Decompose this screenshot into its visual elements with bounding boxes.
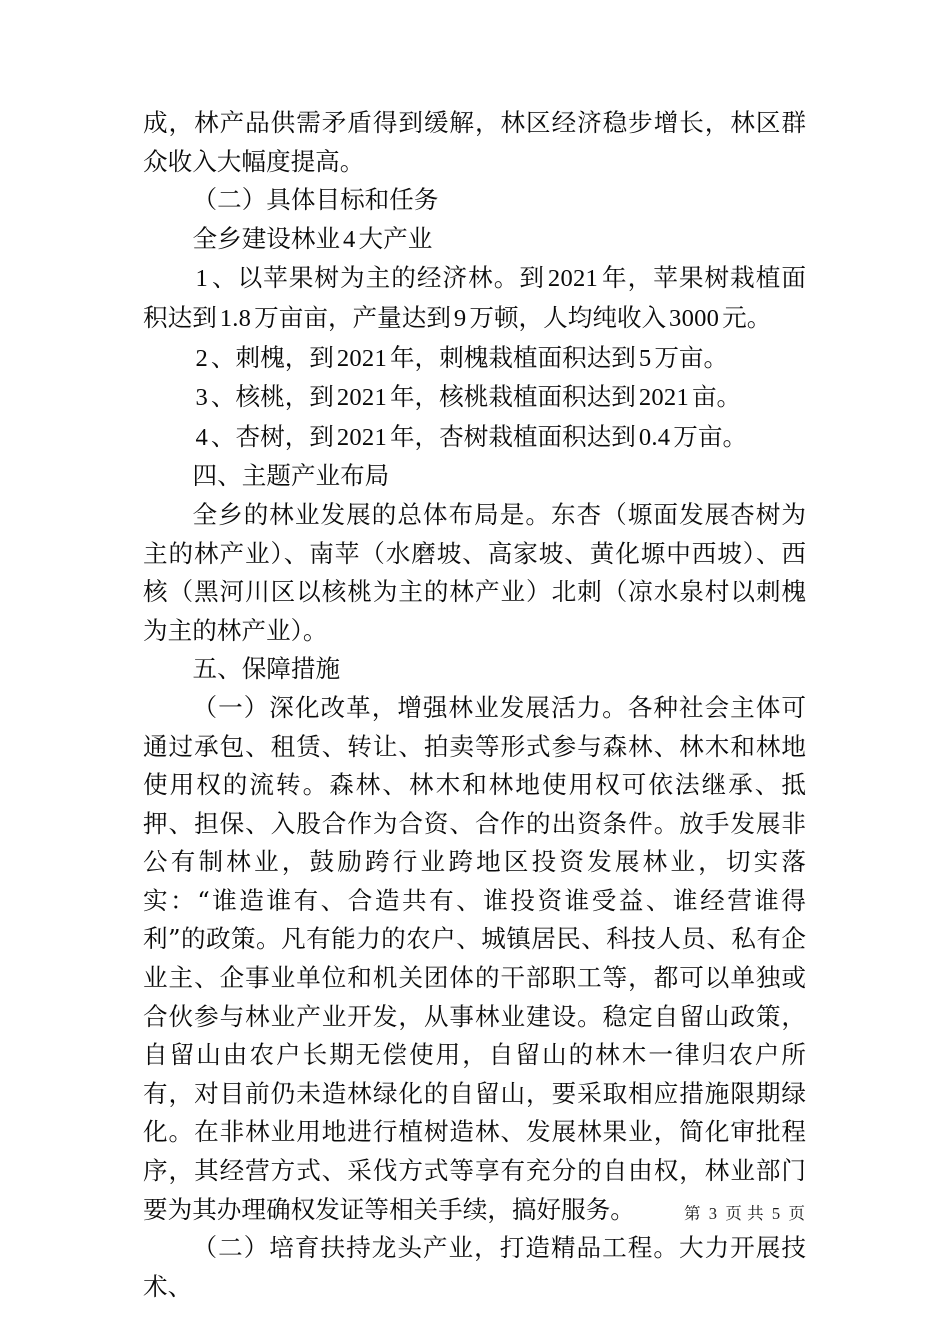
latin-numeral-run: 9 [453,304,467,332]
latin-numeral-run: 2021 [336,423,388,451]
page-footer-text: 第 3 页 共 5 页 [684,1204,805,1223]
heading-specific-objectives: （二）具体目标和任务 [192,185,439,215]
latin-numeral-run: 3 [708,1204,718,1223]
latin-numeral-run: 2021 [638,384,690,412]
paragraph-continued-opening: 成，林产品供需矛盾得到缓解，林区经济稳步增长，林区群众收入大幅度提高。 [143,108,806,176]
heading-five-safeguard-measures: 五、保障措施 [192,654,341,684]
latin-numeral-run: 1.8 [219,304,252,332]
page-number-footer [684,1203,805,1225]
latin-numeral-run: 2021 [547,265,599,293]
latin-numeral-run: 5 [771,1204,781,1223]
list-item-2-locust: 2 、刺槐，到 2021 年，刺槐栽植面积达到 5 万亩。 [143,339,806,379]
paragraph-measure-2-leading-industry: （二）培育扶持龙头产业，打造精品工程。大力开展技术、 [143,1233,806,1301]
list-item-4-apricot: 4 、杏树，到 2021 年，杏树栽植面积达到 0.4 万亩。 [143,418,806,458]
latin-numeral-run: 2021 [336,384,388,412]
latin-numeral-run: 3 [195,384,208,412]
latin-numeral-run: 2021 [336,344,388,372]
paragraph-measure-1-deepen-reform: （一）深化改革，增强林业发展活力。各种社会主体可通过承包、租赁、转让、拍卖等形式参与森林、林木和林地使用权的流转。森林、林木和林地使用权可依法继承、抵押、担保、入股合作为合资、合作的出资条件。放手发展非公有制林业，鼓励跨行业跨地区投资发展林业，切实落实：“谁造谁有、合造共有、谁投资谁受益、谁经营谁得利”的政策。凡有能力的农户、城镇居民、科技人员、私有企业主、企事业单位和机关团体的干部职工等，都可以单独或合伙参与林业产业开发，从事林业建设。稳定自留山政策，自留山由农户长期无偿使用，自留山的林木一律归农户所有，对目前仍未造林绿化的自留山，要采取相应措施限期绿化。在非林业用地进行植树造林、发展林果业，简化审批程序，其经营方式、采伐方式等享有充分的自由权，林业部门要为其办理确权发证等相关手续，搞好服务。 [143,692,806,1224]
paragraph-four-industries: 全乡建设林业 4 大产业 [192,223,433,253]
latin-numeral-run: 4 [343,225,356,253]
paragraph-industry-layout-body: 全乡的林业发展的总体布局是。东杏（塬面发展杏树为主的林产业）、南苹（水磨坡、高家坡、黄化塬中西坡）、西核（黑河川区以核桃为主的林产业）北刺（凉水泉村以刺槐为主的林产业）。 [143,499,806,645]
document-text-column [143,104,806,1306]
latin-numeral-run: 2 [195,344,208,372]
latin-numeral-run: 3000 [669,304,720,332]
latin-numeral-run: 0.4 [638,423,671,451]
list-item-1-apple-economic-forest: 1 、以苹果树为主的经济林。到 2021 年，苹果树栽植面积达到 1.8 万亩亩，产量达到 9 万顿，人均纯收入 3000 元。 [143,263,806,332]
latin-numeral-run: 1 [195,265,208,293]
list-item-3-walnut: 3 、核桃，到 2021 年，核桃栽植面积达到 2021 亩。 [143,378,806,418]
heading-four-industry-layout: 四、主题产业布局 [192,461,390,491]
latin-numeral-run: 4 [195,423,208,451]
latin-numeral-run: 5 [638,344,652,372]
